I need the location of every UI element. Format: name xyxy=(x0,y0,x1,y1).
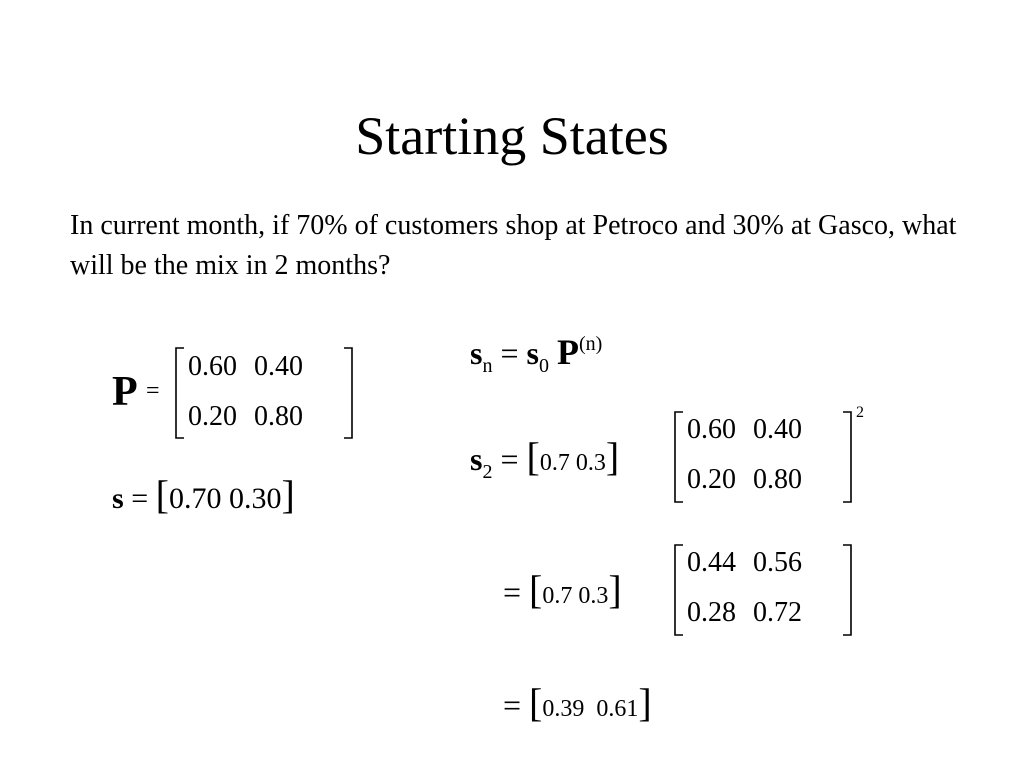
matrix-cell: 0.44 xyxy=(687,547,736,578)
matrix-cell: 0.80 xyxy=(254,401,303,432)
row-vector: 0.7 0.3 xyxy=(539,450,606,476)
s-symbol: s xyxy=(112,482,124,515)
equals-sign: = xyxy=(500,335,519,371)
left-bracket-icon: [ xyxy=(155,472,169,517)
step3-result xyxy=(503,680,652,732)
right-bracket-icon xyxy=(843,545,851,635)
step1-lhs xyxy=(470,434,619,487)
question-text: In current month, if 70% of customers shop at Petroco and 30% at Gasco, what will be the mix in 2 months? xyxy=(70,210,957,281)
matrix-cell: 0.20 xyxy=(687,464,736,495)
step2-matrix xyxy=(687,538,839,638)
right-bracket-icon: ] xyxy=(281,472,295,517)
left-bracket-icon: [ xyxy=(529,680,543,725)
matrix-cell: 0.28 xyxy=(687,597,736,628)
row-vector: 0.39 0.61 xyxy=(542,696,639,722)
matrix-cell: 0.72 xyxy=(753,597,802,628)
subscript: 2 xyxy=(482,461,493,483)
general-formula xyxy=(470,330,602,380)
step1-matrix xyxy=(687,405,839,505)
s-symbol: s xyxy=(470,335,483,371)
left-bracket-icon xyxy=(675,545,683,635)
matrix-cell: 0.40 xyxy=(254,351,303,382)
p-symbol: P xyxy=(112,369,138,415)
p-matrix xyxy=(188,342,340,442)
s-vector-row xyxy=(112,470,295,524)
matrix-cell: 0.56 xyxy=(753,547,802,578)
left-bracket-icon xyxy=(176,348,184,438)
equals-sign: = xyxy=(503,574,522,610)
p-symbol: P xyxy=(556,332,579,372)
left-bracket-icon: [ xyxy=(529,567,543,612)
s-equals: = xyxy=(131,482,149,515)
equals-sign: = xyxy=(500,441,519,477)
matrix-cell: 0.60 xyxy=(188,351,237,382)
subscript: n xyxy=(482,355,493,377)
left-bracket-icon: [ xyxy=(526,434,540,479)
matrix-cell: 0.20 xyxy=(188,401,237,432)
right-bracket-icon xyxy=(344,348,352,438)
right-bracket-icon: ] xyxy=(605,434,620,479)
subscript: 0 xyxy=(538,355,549,377)
right-bracket-icon xyxy=(843,412,851,502)
s-symbol: s xyxy=(470,441,483,477)
row-vector: 0.7 0.3 xyxy=(542,583,609,609)
right-bracket-icon: ] xyxy=(608,567,622,612)
matrix-power: 2 xyxy=(856,404,864,421)
superscript: (n) xyxy=(578,333,603,355)
equals-sign: = xyxy=(503,687,522,723)
matrix-cell: 0.60 xyxy=(687,414,736,445)
slide-title: Starting States xyxy=(355,106,669,166)
step2-lhs xyxy=(503,567,622,619)
left-bracket-icon xyxy=(675,412,683,502)
s-values: 0.70 0.30 xyxy=(168,482,282,515)
right-bracket-icon: ] xyxy=(638,680,652,725)
s-symbol: s xyxy=(526,335,539,371)
matrix-cell: 0.40 xyxy=(753,414,802,445)
matrix-cell: 0.80 xyxy=(753,464,802,495)
p-equals: = xyxy=(146,378,160,404)
